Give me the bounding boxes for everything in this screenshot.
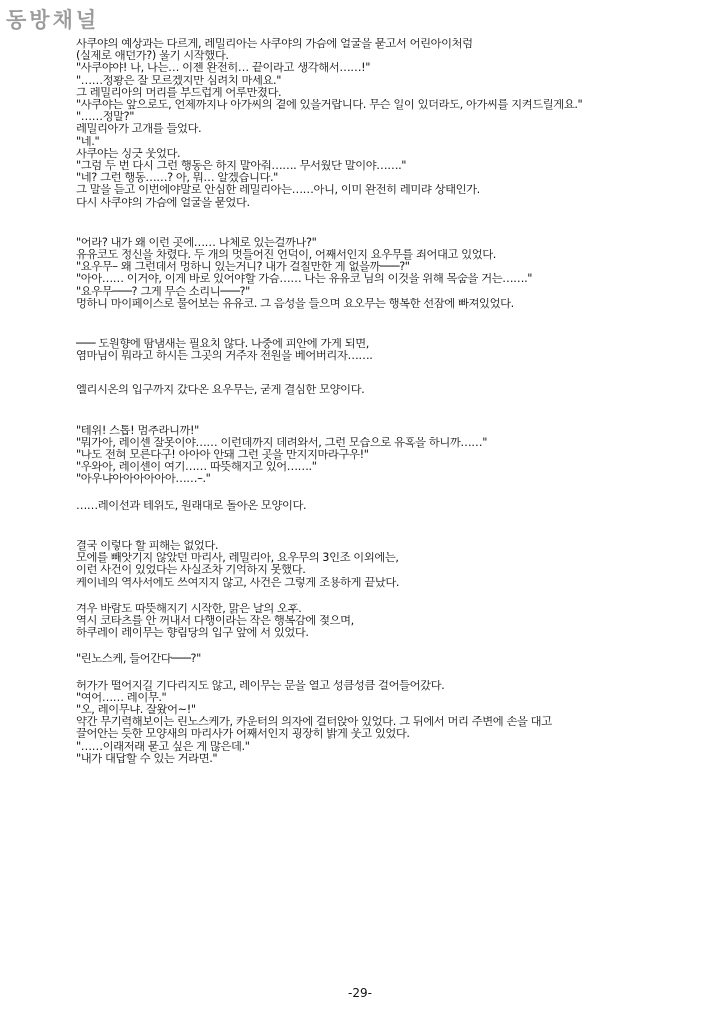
paragraph-gap bbox=[76, 639, 688, 653]
text-line: 사쿠야는 싱긋 웃었다. bbox=[76, 147, 181, 160]
text-line: ……레이선과 테위도, 원래대로 돌아온 모양이다. bbox=[76, 499, 307, 512]
text-line: "사쿠야는 앞으로도, 언제까지나 아가씨의 곁에 있을거랍니다. 무슨 일이 있더라도, 아가씨를 지켜드릴게요." bbox=[76, 99, 583, 112]
paragraph-block bbox=[76, 384, 688, 396]
paragraph-block bbox=[76, 540, 688, 589]
text-line: "요우무– 왜 그런데서 멍하니 있는거니? 내가 걸칠만한 게 없을까───?" bbox=[76, 261, 410, 274]
text-line: "네." bbox=[76, 135, 100, 148]
paragraph-block bbox=[76, 237, 688, 310]
text-line: "내가 대답할 수 있는 거라면." bbox=[76, 752, 218, 765]
text-line: 끌어안는 듯한 모양새의 마리사가 어째서인지 굉장히 밝게 웃고 있었다. bbox=[76, 728, 410, 741]
watermark-logo: 동방채널 bbox=[6, 8, 100, 32]
text-line: 엘리시온의 입구까지 갔다온 요우무는, 굳게 결심한 모양이다. bbox=[76, 384, 365, 397]
text-line: "……이래저래 묻고 싶은 게 많은데." bbox=[76, 740, 250, 753]
text-line: 이런 사건이 있었다는 사실조차 기억하지 못했다. bbox=[76, 564, 306, 577]
paragraph-gap bbox=[76, 666, 688, 680]
text-line: "오, 레이무냐. 잘왔어~!" bbox=[76, 703, 196, 716]
text-line: "나도 전혀 모른다구! 아아아 안돼 그런 곳을 만지지마라구우!" bbox=[76, 449, 369, 462]
text-line: 케이네의 역사서에도 쓰여지지 않고, 사건은 그렇게 조용하게 끝났다. bbox=[76, 576, 400, 589]
text-line: "아우냐아아아아아아……–." bbox=[76, 473, 211, 486]
paragraph-block bbox=[76, 38, 688, 209]
paragraph-block bbox=[76, 425, 688, 486]
text-line: 레밀리아가 고개를 들었다. bbox=[76, 123, 202, 136]
text-line: "어라? 내가 왜 이런 곳에…… 나체로 있는걸까나?" bbox=[76, 236, 317, 249]
text-line: 유유코도 정신을 차렸다. 두 개의 멋들어진 언덕이, 어째서인지 요우무를 죄어대고 있었다. bbox=[76, 249, 496, 262]
paragraph-block bbox=[76, 500, 688, 512]
page-number: -29- bbox=[348, 986, 372, 1000]
text-line: "네? 그런 행동……? 아, 뭐… 알겠습니다." bbox=[76, 172, 278, 185]
text-line: "……정말?" bbox=[76, 111, 135, 124]
text-line: 그 말을 듣고 이번에야말로 안심한 레밀리아는……아니, 이미 완전히 레미랴 상태인가. bbox=[76, 184, 480, 197]
text-line: "사쿠야야! 나, 나는… 이젠 완전히… 끝이라고 생각해서……!" bbox=[76, 62, 371, 75]
paragraph-gap bbox=[76, 589, 688, 603]
text-line: 그 레밀리아의 머리를 부드럽게 어루만졌다. bbox=[76, 86, 282, 99]
text-line: 역시 코타츠를 안 꺼내서 다행이라는 작은 행복감에 젖으며, bbox=[76, 614, 354, 627]
text-line: (실제로 애던가?) 울기 시작했다. bbox=[76, 50, 229, 63]
paragraph-block bbox=[76, 338, 688, 362]
text-line: "우와아, 레이센이 여기…… 따뜻해지고 있어……." bbox=[76, 461, 317, 474]
text-line: "린노스케, 들어간다───?" bbox=[76, 653, 201, 666]
text-line: "……정황은 잘 모르겠지만 심려치 마세요." bbox=[76, 74, 282, 87]
text-line: "요우무───? 그게 무슨 소리니───?" bbox=[76, 285, 250, 298]
text-line: "테위! 스톱! 멈추라니까!" bbox=[76, 424, 199, 437]
paragraph-gap bbox=[76, 209, 688, 237]
text-line: 사쿠야의 예상과는 다르게, 레밀리아는 사쿠야의 가슴에 얼굴을 묻고서 어린아이처럼 bbox=[76, 38, 473, 50]
text-line: 염마님이 뭐라고 하시든 그곳의 거주자 전원을 베어버리자……. bbox=[76, 350, 373, 363]
text-line: 겨우 바람도 따뜻해지기 시작한, 맑은 날의 오후. bbox=[76, 602, 302, 615]
text-line: 결국 이렇다 할 피해는 없었다. bbox=[76, 539, 219, 552]
text-line: ─── 도원향에 땀냄새는 필요치 않다. 나중에 피안에 가게 되면, bbox=[76, 338, 369, 351]
text-line: "아아…… 이거야, 이게 바로 있어야할 가슴…… 나는 유유코 님의 이것을 위해 목숨을 거는……." bbox=[76, 273, 533, 286]
paragraph-gap bbox=[76, 362, 688, 384]
paragraph-gap bbox=[76, 397, 688, 425]
paragraph-block bbox=[76, 603, 688, 640]
text-line: 다시 사쿠야의 가슴에 얼굴을 묻었다. bbox=[76, 196, 250, 209]
text-line: "여어…… 레이무." bbox=[76, 691, 167, 704]
paragraph-block bbox=[76, 680, 688, 765]
paragraph-gap bbox=[76, 512, 688, 540]
text-line: "뭐가아, 레이센 잘못이야…… 이런데까지 데려와서, 그런 모습으로 유혹을 하니까……" bbox=[76, 436, 487, 449]
text-line: 약간 무기력해보이는 린노스케가, 카운터의 의자에 걸터앉아 있었다. 그 뒤에서 머리 주변에 손을 대고 bbox=[76, 716, 552, 729]
paragraph-gap bbox=[76, 486, 688, 500]
text-line: 멍하니 마이페이스로 물어보는 유유코. 그 음성을 들으며 요오무는 행복한 선잠에 빠져있었다. bbox=[76, 297, 514, 310]
paragraph-block bbox=[76, 653, 688, 665]
text-line: "그럼 두 번 다시 그런 행동은 하지 말아줘……. 무서웠단 말이야……." bbox=[76, 160, 407, 173]
paragraph-gap bbox=[76, 310, 688, 338]
text-line: 하쿠레이 레이무는 향림당의 입구 앞에 서 있었다. bbox=[76, 627, 309, 640]
text-line: 모에를 빼앗기지 않았던 마리사, 레밀리아, 요우무의 3인조 이외에는, bbox=[76, 552, 399, 565]
text-line: 허가가 떨어지길 기다리지도 않고, 레이무는 문을 열고 성큼성큼 걸어들어갔다. bbox=[76, 679, 445, 692]
page-body bbox=[76, 38, 688, 765]
